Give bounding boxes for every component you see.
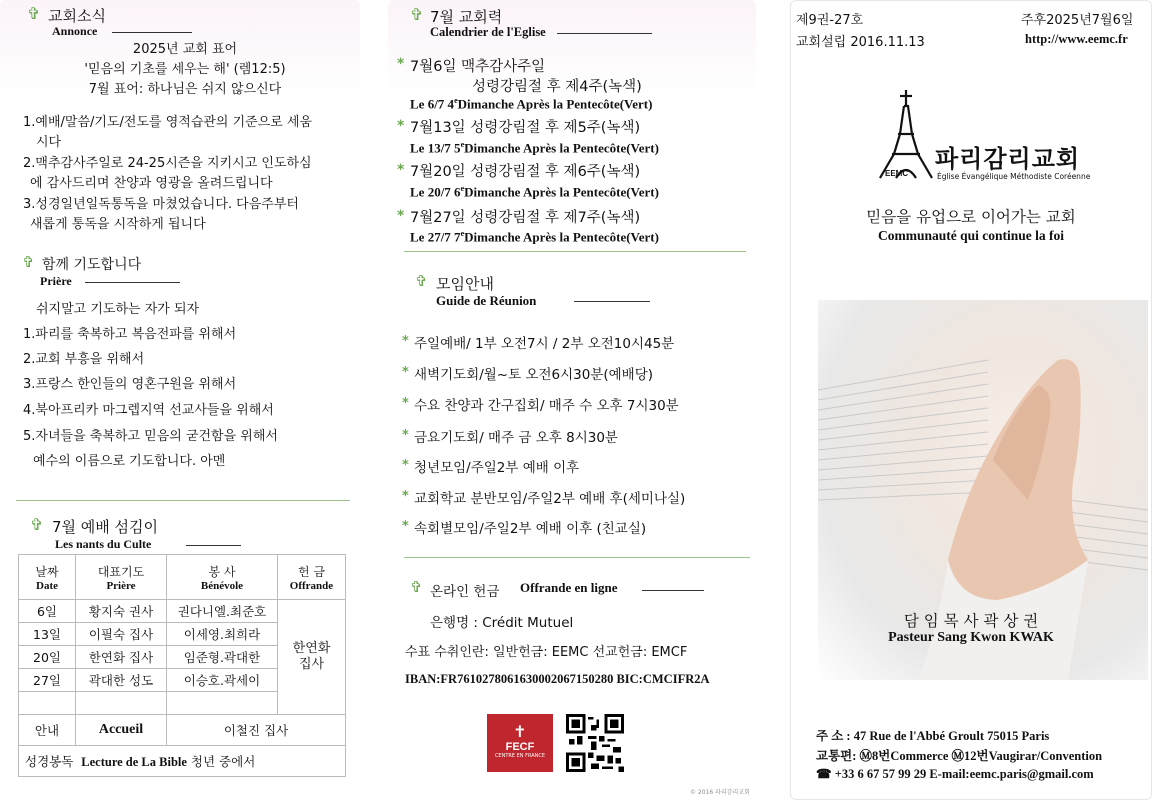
prayer-cell: 황지숙 권사 xyxy=(76,600,167,623)
guide-label: 안내 xyxy=(19,715,76,746)
header-cell xyxy=(19,555,76,600)
star-icon: * xyxy=(397,118,405,134)
fecf-logo-text: FECF xyxy=(505,741,535,753)
prayer-item: 3.프랑스 한인들의 영혼구원을 위해서 xyxy=(23,377,237,392)
fr-prefix: Le 27/7 7 xyxy=(410,229,461,245)
fr-rest: Dimanche Après la Pentecôte(Vert) xyxy=(464,140,659,156)
table-row xyxy=(19,600,346,623)
announce-item: 1.예배/말씀/기도/전도를 영적습관의 기준으로 세움 xyxy=(23,115,313,130)
meeting-item: 수요 찬양과 간구집회/ 매주 수 오후 7시30분 xyxy=(414,398,679,414)
date-cell: 13일 xyxy=(19,623,76,646)
founded: 교회설립 2016.11.13 xyxy=(796,35,925,50)
meetings-title: 모임안내 xyxy=(436,275,494,293)
divider xyxy=(186,545,241,546)
fr-rest: Dimanche Après la Pentecôte(Vert) xyxy=(457,96,653,112)
header-fr: Offrande xyxy=(289,579,334,592)
month-theme: 7월 표어: 하나님은 쉬지 않으신다 xyxy=(88,82,282,97)
calendar-entry-ko: 7월13일 성령강림절 후 제5주(녹색) xyxy=(410,120,641,136)
calendar-entry-ko: 7월20일 성령강림절 후 제6주(녹색) xyxy=(410,164,641,180)
table-header xyxy=(19,555,346,600)
contact: ☎ +33 6 67 57 99 29 E-mail:eemc.paris@gmail.com xyxy=(816,767,1094,781)
prayer-cell: 한연화 집사 xyxy=(76,646,167,669)
fr-prefix: Le 6/7 4 xyxy=(410,96,455,112)
fr-sup: e xyxy=(460,184,465,193)
prayer-cell: 곽대한 성도 xyxy=(76,669,167,692)
star-icon: * xyxy=(402,458,409,473)
header-fr: Bénévole xyxy=(200,579,244,592)
prayer-item: 4.북아프리카 마그렙지역 선교사들을 위해서 xyxy=(23,403,274,418)
announce-subtitle: Annonce xyxy=(52,24,98,38)
church-name-ko: 파리감리교회 xyxy=(935,145,1081,173)
meeting-item: 새벽기도회/월~토 오전6시30분(예배당) xyxy=(414,367,654,383)
divider xyxy=(557,33,652,34)
announce-item: 에 감사드리며 찬양과 영광을 올려드립니다 xyxy=(30,176,273,191)
guide-fr: Accueil xyxy=(76,715,167,746)
header-fr: Date xyxy=(36,579,58,592)
credit-text: © 2016 파리감리교회 xyxy=(690,789,750,796)
cross-icon: ✝ xyxy=(513,722,527,741)
qr-code-icon xyxy=(565,714,625,772)
announce-item: 새롭게 통독을 시작하게 됩니다 xyxy=(30,217,206,232)
reading-fr: Lecture de La Bible xyxy=(81,755,187,769)
header-cell xyxy=(76,555,167,600)
offering-cell xyxy=(278,600,346,715)
divider xyxy=(112,32,192,33)
fr-sup: e xyxy=(454,96,458,105)
divider xyxy=(85,282,180,283)
cross-icon: ✞ xyxy=(30,515,44,534)
date-cell: 20일 xyxy=(19,646,76,669)
prayer-item: 1.파리를 축복하고 복음전파를 위해서 xyxy=(23,327,237,342)
fecf-logo xyxy=(487,714,553,772)
star-icon: * xyxy=(397,208,405,224)
calendar-subtitle: Calendrier de l'Eglise xyxy=(430,25,546,39)
star-icon: * xyxy=(402,489,409,504)
bank-name: 은행명 : Crédit Mutuel xyxy=(430,615,574,631)
fr-sup: e xyxy=(460,229,465,238)
fr-rest: Dimanche Après la Pentecôte(Vert) xyxy=(464,184,659,200)
reading-cell xyxy=(19,746,346,777)
year-theme: '믿음의 기초를 세우는 해' (렘12:5) xyxy=(84,62,286,77)
meeting-item: 교회학교 분반모임/주일2부 예배 후(세미나실) xyxy=(414,491,686,507)
announce-item: 3.성경일년일독통독을 마쳤었습니다. 다음주부터 xyxy=(23,197,299,212)
divider xyxy=(642,590,704,591)
slogan-ko: 믿음을 유업으로 이어가는 교회 xyxy=(866,208,1076,226)
announce-item: 2.맥추감사주일로 24-25시즌을 지키시고 인도하심 xyxy=(23,156,312,171)
website-link[interactable]: http://www.eemc.fr xyxy=(1025,32,1128,46)
volunteer-cell: 임준형.곽대한 xyxy=(167,646,278,669)
star-icon: * xyxy=(402,428,409,443)
volunteer-cell: 이세영.최희라 xyxy=(167,623,278,646)
meeting-item: 속회별모임/주일2부 예배 이후 (친교실) xyxy=(414,521,647,537)
reading-label: 성경봉독 xyxy=(25,754,74,769)
cross-icon: ✞ xyxy=(410,5,424,24)
volume: 제9권-27호 xyxy=(796,13,864,28)
star-icon: * xyxy=(402,334,409,349)
servers-title: 7월 예배 섬김이 xyxy=(52,518,159,536)
cross-icon: ✞ xyxy=(410,578,423,596)
section-divider xyxy=(16,500,350,501)
star-icon: * xyxy=(402,519,409,534)
transport: 교통편: Ⓜ8번Commerce Ⓜ12번Vaugirar/Convention xyxy=(816,749,1103,763)
offering-title: 온라인 헌금 xyxy=(430,584,500,600)
calendar-entry-fr xyxy=(410,140,659,156)
section-divider xyxy=(404,557,750,558)
cross-icon: ✞ xyxy=(22,253,35,271)
fecf-logo-sub: CENTRE EN FRANCE xyxy=(494,753,546,759)
volunteer-cell: 권다니엘.최준호 xyxy=(167,600,278,623)
section-divider xyxy=(404,251,746,252)
empty-cell xyxy=(167,692,278,715)
pastor-fr: Pasteur Sang Kwon KWAK xyxy=(888,630,1054,645)
address: 주 소 : 47 Rue de l'Abbé Groult 75015 Paris xyxy=(816,729,1050,743)
empty-cell xyxy=(19,692,76,715)
offering-title-fr: Offrande en ligne xyxy=(520,580,618,595)
header-ko: 헌 금 xyxy=(298,564,325,579)
star-icon: * xyxy=(397,56,405,72)
reading-row xyxy=(19,746,346,777)
prayer-lead: 쉬지말고 기도하는 자가 되자 xyxy=(36,302,200,317)
star-icon: * xyxy=(397,162,405,178)
header-ko: 날짜 xyxy=(35,564,59,579)
calendar-entry-fr xyxy=(410,184,659,200)
meeting-item: 주일예배/ 1부 오전7시 / 2부 오전10시45분 xyxy=(414,336,675,352)
calendar-title: 7월 교회력 xyxy=(430,8,503,26)
prayer-title: 함께 기도합니다 xyxy=(42,257,142,273)
prayer-item: 5.자녀들을 축복하고 믿음의 굳건함을 위해서 xyxy=(23,429,278,444)
calendar-entry-fr xyxy=(410,229,659,245)
fr-prefix: Le 20/7 6 xyxy=(410,184,461,200)
date-cell: 6일 xyxy=(19,600,76,623)
meeting-item: 청년모임/주일2부 예배 이후 xyxy=(414,460,580,476)
calendar-entry-ko: 7월6일 맥추감사주일 xyxy=(410,59,546,75)
church-name-fr: Église Évangélique Méthodiste Coréenne xyxy=(937,172,1091,181)
prayer-item: 예수의 이름으로 기도합니다. 아멘 xyxy=(33,454,226,469)
calendar-entry-fr xyxy=(410,96,652,112)
prayer-subtitle: Prière xyxy=(40,274,72,288)
fr-sup: e xyxy=(460,140,465,149)
servers-table xyxy=(18,554,346,777)
servers-subtitle: Les nants du Culte xyxy=(55,537,152,551)
logo-mark: EEMC xyxy=(885,169,909,178)
prayer-item: 2.교회 부흥을 위해서 xyxy=(23,352,145,367)
header-ko: 대표기도 xyxy=(97,564,145,579)
star-icon: * xyxy=(402,365,409,380)
fr-rest: Dimanche Après la Pentecôte(Vert) xyxy=(464,229,659,245)
pastor-ko: 담 임 목 사 곽 상 권 xyxy=(903,612,1039,630)
calendar-entry-ko2: 성령강림절 후 제4주(녹색) xyxy=(472,79,642,95)
header-cell xyxy=(167,555,278,600)
guide-name: 이철진 집사 xyxy=(167,715,346,746)
offering-name: 한연화 집사 xyxy=(292,641,331,672)
meetings-subtitle: Guide de Réunion xyxy=(436,293,537,308)
guide-row xyxy=(19,715,346,746)
header-ko: 봉 사 xyxy=(208,564,236,579)
fr-prefix: Le 13/7 5 xyxy=(410,140,461,156)
reading-name: 청년 중에서 xyxy=(190,754,256,769)
star-icon: * xyxy=(402,396,409,411)
year-theme-label: 2025년 교회 표어 xyxy=(132,42,238,57)
payee: 수표 수취인란: 일반헌금: EEMC 선교헌금: EMCF xyxy=(405,645,688,660)
iban: IBAN:FR7610278061630002067150280 BIC:CMCIFR2A xyxy=(405,672,710,686)
header-fr: Prière xyxy=(106,579,136,592)
slogan-fr: Communauté qui continue la foi xyxy=(877,228,1065,243)
meeting-item: 금요기도회/ 매주 금 오후 8시30분 xyxy=(414,430,618,446)
date-cell: 27일 xyxy=(19,669,76,692)
cross-icon: ✞ xyxy=(27,4,41,23)
cross-icon: ✞ xyxy=(415,272,428,290)
prayer-cell: 이필숙 집사 xyxy=(76,623,167,646)
calendar-entry-ko: 7월27일 성령강림절 후 제7주(녹색) xyxy=(410,210,641,226)
issue-date: 주후2025년7월6일 xyxy=(1021,13,1134,28)
header-cell xyxy=(278,555,346,600)
announce-item: 시다 xyxy=(36,135,62,150)
divider xyxy=(574,301,650,302)
empty-cell xyxy=(76,692,167,715)
volunteer-cell: 이승호.곽세이 xyxy=(167,669,278,692)
announce-title: 교회소식 xyxy=(48,7,106,25)
